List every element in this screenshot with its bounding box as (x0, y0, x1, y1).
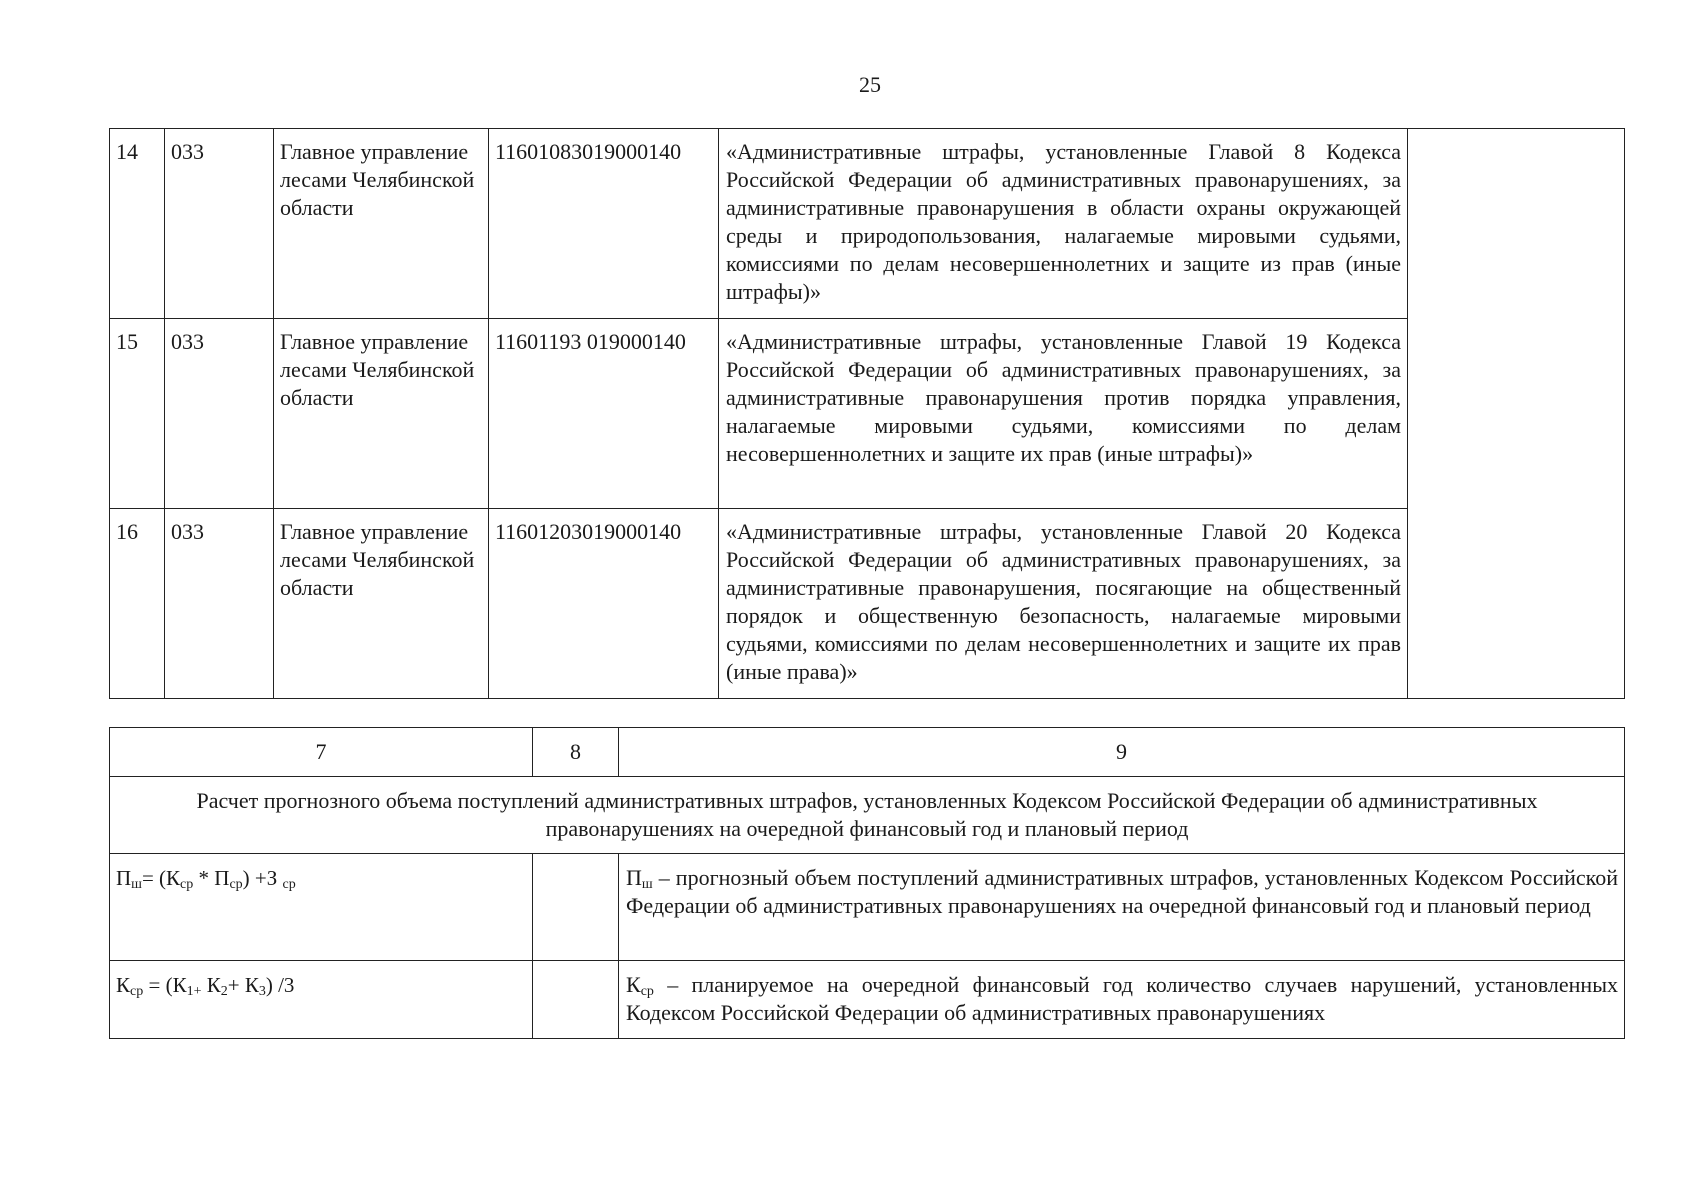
formula-row (110, 961, 1625, 1039)
table-row (110, 509, 1625, 699)
page-number: 25 (859, 72, 881, 97)
kbk-code: 11601083019000140 (489, 129, 719, 319)
forecast-formula-table (109, 727, 1625, 1039)
empty-cell (1408, 129, 1625, 699)
organization-name: Главное управление лесами Челябинской области (274, 129, 489, 319)
revenue-description: «Административные штрафы, установленные Главой 8 Кодекса Российской Федерации об административных правонарушениях, за административные правонарушения в области охраны окружающей среды и природопользования, налагаемые мировыми судьями, комиссиями по делам несовершеннолетних и защите из прав (иные штрафы)» (719, 129, 1408, 319)
admin-code: 033 (165, 319, 274, 509)
row-number: 14 (110, 129, 165, 319)
column-header-row (110, 728, 1625, 777)
column-header-9: 9 (619, 728, 1625, 777)
formula-forecast-volume: $П_ш= (К_{ср} * П_{ср}) +З$ $_{ср}$ (110, 854, 533, 961)
revenue-description: «Административные штрафы, установленные Главой 20 Кодекса Российской Федерации об административных правонарушениях, за административные правонарушения, посягающие на общественный порядок и общественную безопасность, налагаемые мировыми судьями, комиссиями по делам несовершеннолетних и защите их прав (иные права)» (719, 509, 1408, 699)
organization-name: Главное управление лесами Челябинской области (274, 319, 489, 509)
formula-row (110, 854, 1625, 961)
row-number: 16 (110, 509, 165, 699)
revenue-table (109, 128, 1625, 699)
kbk-code: 11601203019000140 (489, 509, 719, 699)
section-title-row (110, 777, 1625, 854)
formula-description: $П_ш$ – прогнозный объем поступлений административных штрафов, установленных Кодексом Российской Федерации об административных правонарушениях на очередной финансовый год и плановый период (619, 854, 1625, 961)
table-row (110, 129, 1625, 319)
formula-average-cases: $К_{ср} = (К_{1+}$ $К_2+ К_3$) /3 (110, 961, 533, 1039)
table-row (110, 319, 1625, 509)
admin-code: 033 (165, 129, 274, 319)
admin-code: 033 (165, 509, 274, 699)
revenue-description: «Административные штрафы, установленные Главой 19 Кодекса Российской Федерации об административных правонарушениях, за административные правонарушения против порядка управления, налагаемые мировыми судьями, комиссиями по делам несовершеннолетних и защите их прав (иные штрафы)» (719, 319, 1408, 509)
kbk-code: 11601193 019000140 (489, 319, 719, 509)
row-number: 15 (110, 319, 165, 509)
column-header-8: 8 (533, 728, 619, 777)
empty-cell (533, 961, 619, 1039)
column-header-7: 7 (110, 728, 533, 777)
empty-cell (533, 854, 619, 961)
section-title: Расчет прогнозного объема поступлений административных штрафов, установленных Кодексом Российской Федерации об административных правонарушениях на очередной финансовый год и плановый период (110, 777, 1625, 854)
organization-name: Главное управление лесами Челябинской области (274, 509, 489, 699)
formula-description: $К_{ср}$ – планируемое на очередной финансовый год количество случаев нарушений, установленных Кодексом Российской Федерации об административных правонарушениях (619, 961, 1625, 1039)
